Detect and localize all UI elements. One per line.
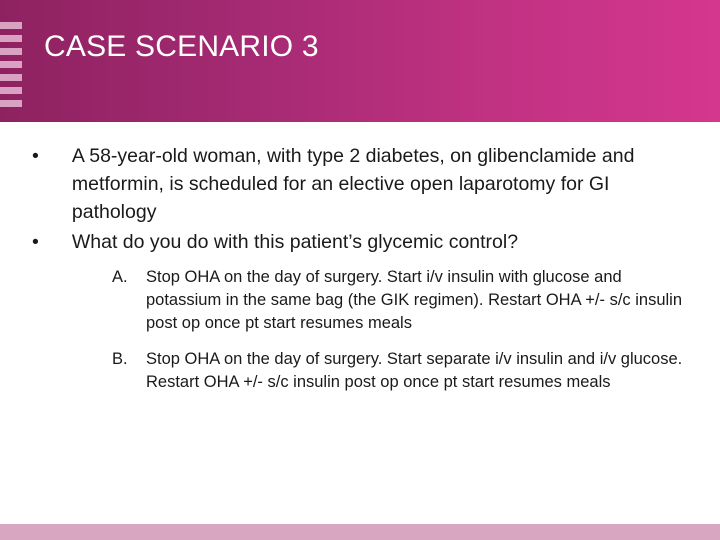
stripe <box>0 87 22 94</box>
bullet-icon: • <box>32 145 39 167</box>
slide-body <box>30 142 690 407</box>
option-text: Stop OHA on the day of surgery. Start i/v insulin with glucose and potassium in the same bag (the GIK regimen). Restart OHA +/- s/c insulin post op once pt start resumes meals <box>146 268 683 332</box>
bullet-text: A 58-year-old woman, with type 2 diabetes, on glibenclamide and metformin, is scheduled for an elective open laparotomy for GI pathology <box>71 145 635 223</box>
stripe <box>0 74 22 81</box>
slide-title: CASE SCENARIO 3 <box>44 30 319 63</box>
stripe <box>0 48 22 55</box>
options-list <box>112 266 690 394</box>
decorative-stripes <box>0 22 22 113</box>
option-item <box>112 266 690 335</box>
stripe <box>0 35 22 42</box>
stripe <box>0 100 22 107</box>
option-label: B. <box>112 350 128 368</box>
option-text: Stop OHA on the day of surgery. Start separate i/v insulin and i/v glucose. Restart OHA +/- s/c insulin post op once pt start resumes meals <box>146 350 683 391</box>
bullet-item <box>30 228 690 256</box>
title-banner <box>0 0 720 122</box>
option-label: A. <box>112 268 128 286</box>
stripe <box>0 61 22 68</box>
bullet-item <box>30 142 690 226</box>
option-item <box>112 348 690 394</box>
footer-bar <box>0 524 720 540</box>
bullet-icon: • <box>32 231 39 253</box>
bullet-text: What do you do with this patient’s glycemic control? <box>71 231 519 253</box>
stripe <box>0 22 22 29</box>
